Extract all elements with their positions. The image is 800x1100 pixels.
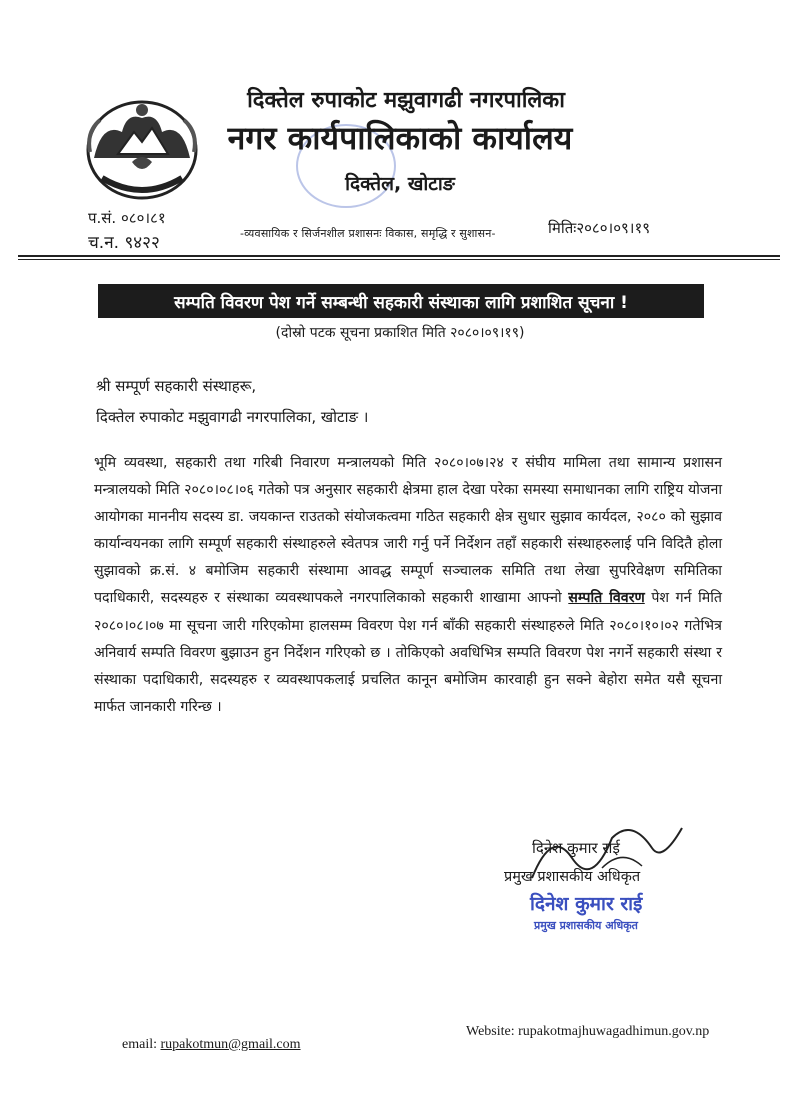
notice-body xyxy=(94,450,722,721)
footer-email xyxy=(122,1037,301,1053)
dispatch-number: च.न. ९४२२ xyxy=(88,233,160,253)
office-name: नगर कार्यपालिकाको कार्यालय xyxy=(227,119,573,157)
email-label: email: xyxy=(122,1037,157,1052)
footer-website[interactable]: Website: rupakotmajhuwagadhimun.gov.np xyxy=(466,1024,710,1039)
notice-body-part-2: पेश गर्न मिति २०८०।०८।०७ मा सूचना जारी गरिएकोमा हालसम्म विवरण पेश गर्न बाँकी सहकारी संस्थाहरुले मिति २०८०।१०।०२ गतेभित्र अनिवार्य सम्पति विवरण बुझाउन हुन निर्देशन गरिएको छ । तोकिएको अवधिभित्र सम्पति विवरण पेश नगर्ने सहकारी संस्था र संस्थाका पदाधिकारी, सदस्यहरु र व्यवस्थापकलाई प्रचलित कानून बमोजिम कारवाही हुन सक्ने बेहोरा समेत यसै सूचना मार्फत जानकारी गरिन्छ । xyxy=(94,590,722,715)
office-motto: -व्यवसायिक र सिर्जनशील प्रशासनः विकास, समृद्धि र सुशासन- xyxy=(240,227,496,240)
signatory-name: दिनेश कुमार राई xyxy=(532,839,620,857)
letter-date: मितिः२०८०।०९।१९ xyxy=(548,219,651,237)
header-divider-thin xyxy=(18,259,780,260)
notice-body-part-1: भूमि व्यवस्था, सहकारी तथा गरिबी निवारण मन्त्रालयको मिति २०८०।०७।२४ र संघीय मामिला तथा सामान्य प्रशासन मन्त्रालयको मिति २०८०।०८।०६ गतेको पत्र अनुसार सहकारी क्षेत्रमा हाल देखा परेका समस्या समाधानका लागि राष्ट्रिय योजना आयोगका माननीय सदस्य डा. जयकान्त राउतको संयोजकत्वमा गठित सहकारी क्षेत्र सुधार सुझाव कार्यदल, २०८० को सुझाव कार्यान्वयनका लागि सम्पूर्ण सहकारी संस्थाहरुले स्वेतपत्र जारी गर्नु पर्ने निर्देशन तहाँ सहकारी संस्थाहरुलाई पनि विदितै होला सुझावको क्र.सं. ४ बमोजिम सहकारी संस्थामा आवद्ध सम्पूर्ण सञ्चालक समिति तथा लेखा सुपरिवेक्षण समितिका पदाधिकारी, सदस्यहरु र संस्थाका व्यवस्थापकले नगरपालिकाको सहकारी शाखामा आफ्नो xyxy=(94,455,722,607)
addressee-line-2: दिक्तेल रुपाकोट मझुवागढी नगरपालिका, खोटाङ । xyxy=(96,408,369,426)
notice-subtitle: (दोस्रो पटक सूचना प्रकाशित मिति २०८०।०९।१९) xyxy=(275,325,525,341)
header-divider xyxy=(18,255,780,257)
municipality-name: दिक्तेल रुपाकोट मझुवागढी नगरपालिका xyxy=(247,88,565,113)
signatory-title: प्रमुख प्रशासकीय अधिकृत xyxy=(504,869,641,885)
notice-title: सम्पति विवरण पेश गर्ने सम्बन्धी सहकारी संस्थाका लागि प्रशाशित सूचना ! xyxy=(98,284,704,318)
email-link[interactable]: rupakotmun@gmail.com xyxy=(160,1037,301,1052)
notice-body-emphasis: सम्पति विवरण xyxy=(568,590,645,607)
nepal-government-emblem-icon xyxy=(82,92,202,204)
stamp-signatory-title: प्रमुख प्रशासकीय अधिकृत xyxy=(534,919,638,932)
office-location: दिक्तेल, खोटाङ xyxy=(345,173,455,195)
addressee-line-1: श्री सम्पूर्ण सहकारी संस्थाहरू, xyxy=(96,377,257,395)
reference-number: प.सं. ०८०।८१ xyxy=(88,209,166,227)
stamp-signatory-name: दिनेश कुमार राई xyxy=(530,893,643,915)
